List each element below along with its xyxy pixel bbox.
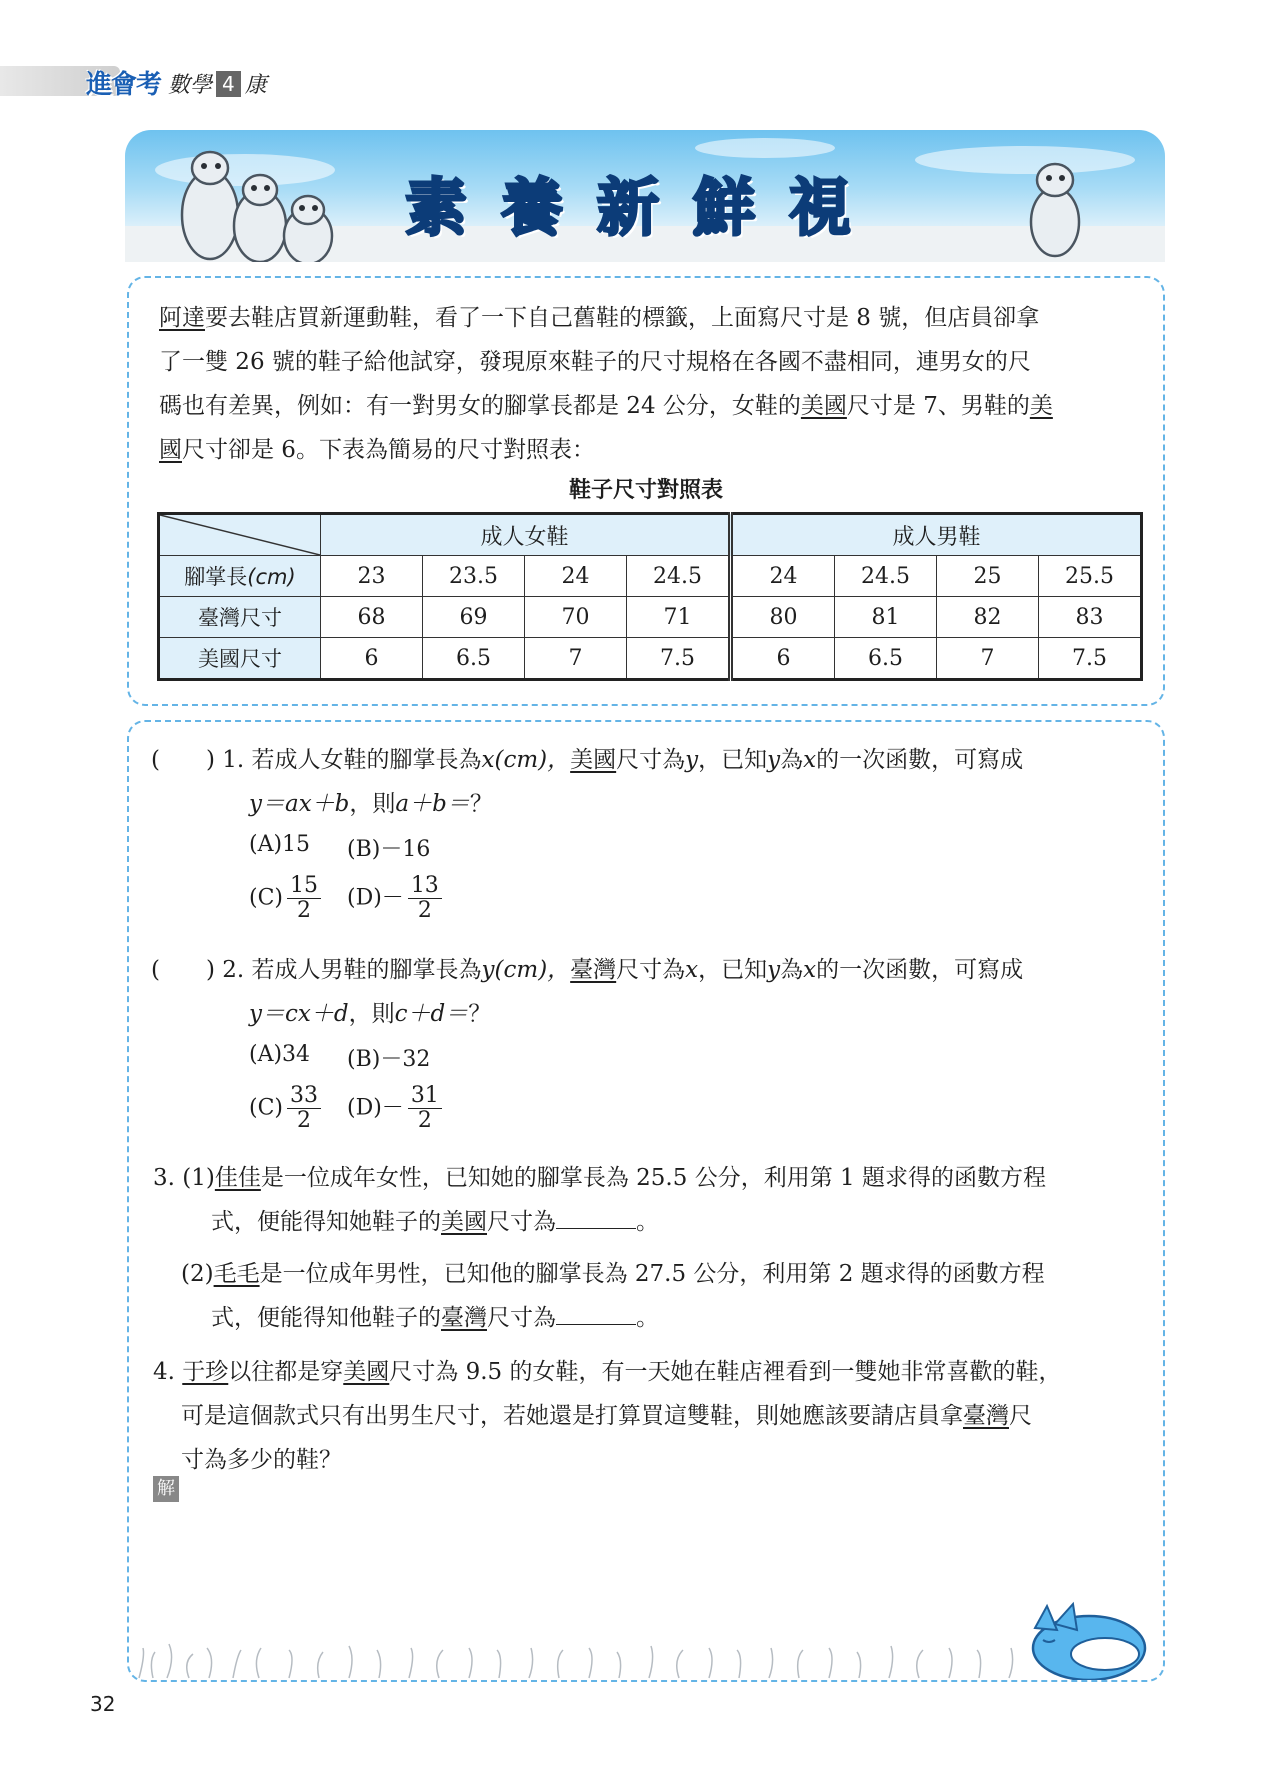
- intro-line-3a: 碼也有差異，例如：有一對男女的腳掌長都是 24 公分，女鞋的: [159, 393, 801, 419]
- usa-term-split-1: 美: [1029, 393, 1053, 419]
- table-cell: 24.5: [627, 556, 731, 597]
- group-men-header: 成人男鞋: [731, 514, 1142, 556]
- group-women-header: 成人女鞋: [321, 514, 731, 556]
- answer-paren[interactable]: ( ): [151, 957, 215, 983]
- table-corner-cell: [159, 514, 321, 556]
- row-header-foot-length: 腳掌長(cm): [159, 556, 321, 597]
- table-cell: 69: [423, 597, 525, 638]
- question-1: ( ) 1. 若成人女鞋的腳掌長為x(cm)，美國尺寸為y，已知y為x的一次函數，可寫成 y＝ax＋b，則a＋b＝？: [151, 747, 1024, 817]
- table-cell: 71: [627, 597, 731, 638]
- q2-option-a[interactable]: (A)34: [249, 1042, 311, 1067]
- q1-option-b[interactable]: (B)－16: [347, 837, 431, 862]
- question-4: 4. 于珍以往都是穿美國尺寸為 9.5 的女鞋，有一天她在鞋店裡看到一雙她非常喜歡的鞋， 可是這個款式只有出男生尺寸，若她還是打算買這雙鞋，則她應該要請店員拿臺灣尺 寸為多少的鞋？: [153, 1359, 1062, 1473]
- section-banner: [125, 130, 1165, 262]
- intro-text: [159, 296, 1139, 472]
- page-number: 32: [90, 1692, 116, 1716]
- table-cell: 80: [731, 597, 835, 638]
- equation: y＝ax＋b: [249, 791, 350, 817]
- table-cell: 6: [731, 638, 835, 680]
- intro-line-2: 了一雙 26 號的鞋子給他試穿，發現原來鞋子的尺寸規格在各國不盡相同，連男女的尺: [159, 349, 1031, 375]
- table-cell: 6: [321, 638, 423, 680]
- brand-logo: 進會考: [86, 70, 162, 100]
- intro-line-1: 要去鞋店買新運動鞋，看了一下自己舊鞋的標籤，上面寫尺寸是 8 號，但店員卻拿: [205, 305, 1040, 331]
- intro-line-4: 尺寸卻是 6。下表為簡易的尺寸對照表：: [182, 437, 595, 463]
- question-3: 3. (1)佳佳是一位成年女性，已知她的腳掌長為 25.5 公分，利用第 1 題求得的函數方程 式，便能得知她鞋子的美國尺寸為 。 (2)毛毛是一位成年男性，已知他的腳掌長為 27.5 公分，利用第 2 題求得的函數方程 式，便能得知他鞋子的臺灣尺寸為 。: [153, 1165, 1046, 1331]
- banner-title: 素養新鮮視: [405, 171, 886, 244]
- solution-label: 解: [153, 1476, 179, 1502]
- grade-badge: 4: [216, 71, 241, 97]
- table-cell: 6.5: [835, 638, 937, 680]
- sleeping-fox-icon: [1033, 1604, 1145, 1680]
- header-subject: [168, 68, 267, 99]
- answer-blank[interactable]: [556, 1300, 636, 1325]
- table-cell: 25.5: [1039, 556, 1142, 597]
- table-cell: 23.5: [423, 556, 525, 597]
- row-header-usa-size: 美國尺寸: [159, 638, 321, 680]
- intro-box: [127, 276, 1165, 706]
- table-cell: 7: [525, 638, 627, 680]
- shoe-size-table: [157, 512, 1143, 681]
- q2-option-b[interactable]: (B)－32: [347, 1047, 431, 1072]
- intro-line-3b: 尺寸是 7、男鞋的: [846, 393, 1030, 419]
- q1-option-a[interactable]: (A)15: [249, 832, 311, 857]
- table-cell: 23: [321, 556, 423, 597]
- table-cell: 82: [937, 597, 1039, 638]
- table-cell: 7.5: [627, 638, 731, 680]
- table-cell: 81: [835, 597, 937, 638]
- answer-blank[interactable]: [556, 1204, 636, 1229]
- table-cell: 24: [525, 556, 627, 597]
- table-row: [159, 597, 1142, 638]
- usa-term: 美國: [800, 393, 847, 419]
- table-cell: 24.5: [835, 556, 937, 597]
- table-row: [159, 638, 1142, 680]
- q1-option-d[interactable]: (D)－ $\frac{13}{2}$: [347, 874, 446, 923]
- row-header-taiwan-size: 臺灣尺寸: [159, 597, 321, 638]
- grass-decoration-icon: [129, 1600, 1159, 1680]
- answer-paren[interactable]: ( ): [151, 747, 215, 773]
- q2-option-d[interactable]: (D)－ $\frac{31}{2}$: [347, 1084, 446, 1133]
- table-cell: 70: [525, 597, 627, 638]
- meerkat-icon: [1031, 164, 1079, 256]
- equation: y＝cx＋d: [249, 1001, 349, 1027]
- usa-term-split-2: 國: [159, 437, 182, 463]
- table-title: 鞋子尺寸對照表: [568, 478, 723, 503]
- edition-label: 康: [244, 73, 267, 98]
- subject-label: 數學: [168, 73, 213, 98]
- questions-box: [127, 720, 1165, 1682]
- table-row: [159, 556, 1142, 597]
- table-cell: 68: [321, 597, 423, 638]
- table-cell: 7: [937, 638, 1039, 680]
- question-2: ( ) 2. 若成人男鞋的腳掌長為y(cm)，臺灣尺寸為x，已知y為x的一次函數，可寫成 y＝cx＋d，則c＋d＝？: [151, 957, 1024, 1027]
- table-cell: 83: [1039, 597, 1142, 638]
- q1-option-c[interactable]: (C) $\frac{15}{2}$: [249, 874, 325, 923]
- table-cell: 6.5: [423, 638, 525, 680]
- table-cell: 24: [731, 556, 835, 597]
- table-cell: 7.5: [1039, 638, 1142, 680]
- q2-option-c[interactable]: (C) $\frac{33}{2}$: [249, 1084, 325, 1133]
- table-cell: 25: [937, 556, 1039, 597]
- name-ada: 阿達: [159, 305, 205, 331]
